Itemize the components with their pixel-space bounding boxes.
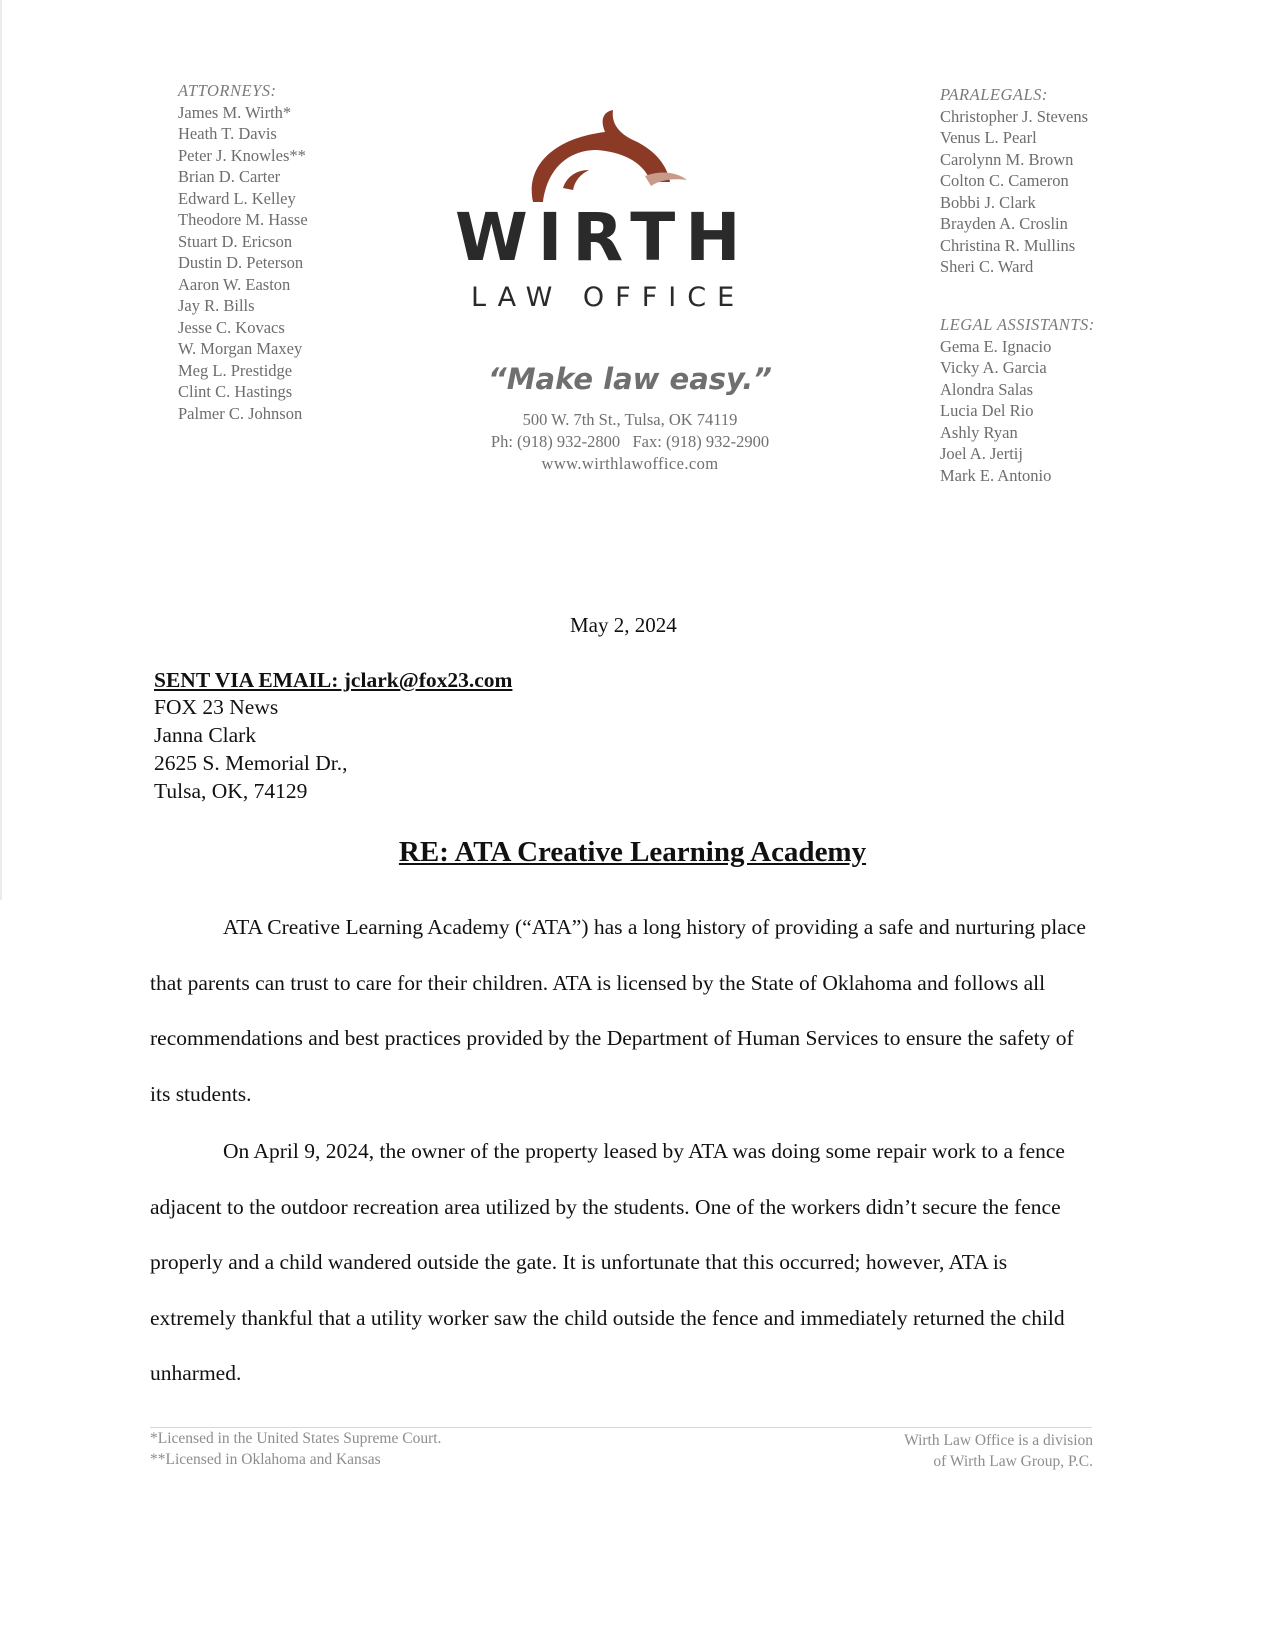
office-address: 500 W. 7th St., Tulsa, OK 74119 xyxy=(522,410,738,429)
attorney-name: Heath T. Davis xyxy=(178,124,277,143)
attorney-name: James M. Wirth* xyxy=(178,102,292,122)
body-paragraph: On April 9, 2024, the owner of the property leased by ATA was doing some repair work to a fence adjacent to the outdoor recreation area utilized by the students. One of the workers didn’t secure the fence properly and a child wandered outside the gate. It is unfortunate that this occurred; however, ATA is extremely thankful that a utility worker saw the child outside the fence and immediately returned the child unharmed. xyxy=(150,1139,1065,1385)
wirth-logo xyxy=(455,110,800,315)
paralegal-name: Carolynn M. Brown xyxy=(940,149,1074,169)
letter-date: May 2, 2024 xyxy=(570,613,677,637)
paralegal-name: Brayden A. Croslin xyxy=(940,214,1068,233)
attorneys-list xyxy=(178,80,308,424)
legal-assistant-name: Gema E. Ignacio xyxy=(940,336,1052,356)
legal-assistant-name: Alondra Salas xyxy=(940,379,1034,399)
recipient-line: 2625 S. Memorial Dr., xyxy=(154,751,348,775)
logo-subtitle: LAW OFFICE xyxy=(471,282,746,313)
office-phone-fax: Ph: (918) 932-2800 Fax: (918) 932-2900 xyxy=(490,432,770,451)
attorney-name: Jay R. Bills xyxy=(178,296,255,315)
attorney-name: Peter J. Knowles** xyxy=(178,145,306,165)
attorney-name: W. Morgan Maxey xyxy=(178,339,303,358)
attorney-name: Palmer C. Johnson xyxy=(178,403,303,423)
legal-assistants-heading: LEGAL ASSISTANTS: xyxy=(940,315,1095,334)
attorney-name: Dustin D. Peterson xyxy=(178,253,304,272)
attorney-name: Clint C. Hastings xyxy=(178,382,293,401)
paralegals-list xyxy=(940,84,1088,278)
legal-assistant-name: Joel A. Jertij xyxy=(940,444,1023,463)
paralegal-name: Christina R. Mullins xyxy=(940,235,1076,255)
logo-word: WIRTH xyxy=(455,199,751,276)
office-website: www.wirthlawoffice.com xyxy=(541,454,719,473)
legal-assistants-list xyxy=(940,314,1095,486)
paralegal-name: Bobbi J. Clark xyxy=(940,192,1036,212)
footer-division-note xyxy=(904,1430,1093,1472)
recipient-line: Tulsa, OK, 74129 xyxy=(154,779,308,803)
footer-note: of Wirth Law Group, P.C. xyxy=(933,1453,1093,1470)
paralegal-name: Colton C. Cameron xyxy=(940,171,1069,190)
paralegal-name: Sheri C. Ward xyxy=(940,257,1034,276)
subject-line: RE: ATA Creative Learning Academy xyxy=(398,836,867,868)
recipient-line: Janna Clark xyxy=(154,723,257,747)
footer-note: **Licensed in Oklahoma and Kansas xyxy=(150,1451,381,1468)
footer-licensing-notes xyxy=(150,1428,441,1470)
legal-assistant-name: Mark E. Antonio xyxy=(940,465,1052,485)
attorney-name: Theodore M. Hasse xyxy=(178,210,308,229)
shark-fin-icon xyxy=(532,110,687,202)
slogan: “Make law easy.” xyxy=(488,362,772,396)
sent-via-email: SENT VIA EMAIL: jclark@fox23.com xyxy=(154,668,513,692)
body-paragraph: ATA Creative Learning Academy (“ATA”) has a long history of providing a safe and nurturing place that parents can trust to care for their children. ATA is licensed by the State of Oklahoma and follows all recommendations and best practices provided by the Department of Human Services to ensure the safety of its students. xyxy=(150,915,1086,1106)
attorney-name: Edward L. Kelley xyxy=(178,188,296,208)
legal-assistant-name: Lucia Del Rio xyxy=(940,401,1034,420)
attorneys-heading: ATTORNEYS: xyxy=(178,81,277,100)
attorney-name: Meg L. Prestidge xyxy=(178,360,293,380)
footer-note: *Licensed in the United States Supreme Court. xyxy=(150,1430,442,1447)
scan-edge xyxy=(0,0,2,900)
attorney-name: Jesse C. Kovacs xyxy=(178,317,285,337)
footer-note: Wirth Law Office is a division xyxy=(904,1432,1093,1449)
paralegal-name: Venus L. Pearl xyxy=(940,128,1037,147)
legal-assistant-name: Vicky A. Garcia xyxy=(940,358,1047,377)
paralegals-heading: PARALEGALS: xyxy=(940,85,1048,104)
legal-assistant-name: Ashly Ryan xyxy=(940,422,1018,442)
recipient-line: FOX 23 News xyxy=(154,695,279,719)
attorney-name: Brian D. Carter xyxy=(178,167,281,186)
attorney-name: Stuart D. Ericson xyxy=(178,231,293,251)
paralegal-name: Christopher J. Stevens xyxy=(940,106,1089,126)
attorney-name: Aaron W. Easton xyxy=(178,274,291,294)
